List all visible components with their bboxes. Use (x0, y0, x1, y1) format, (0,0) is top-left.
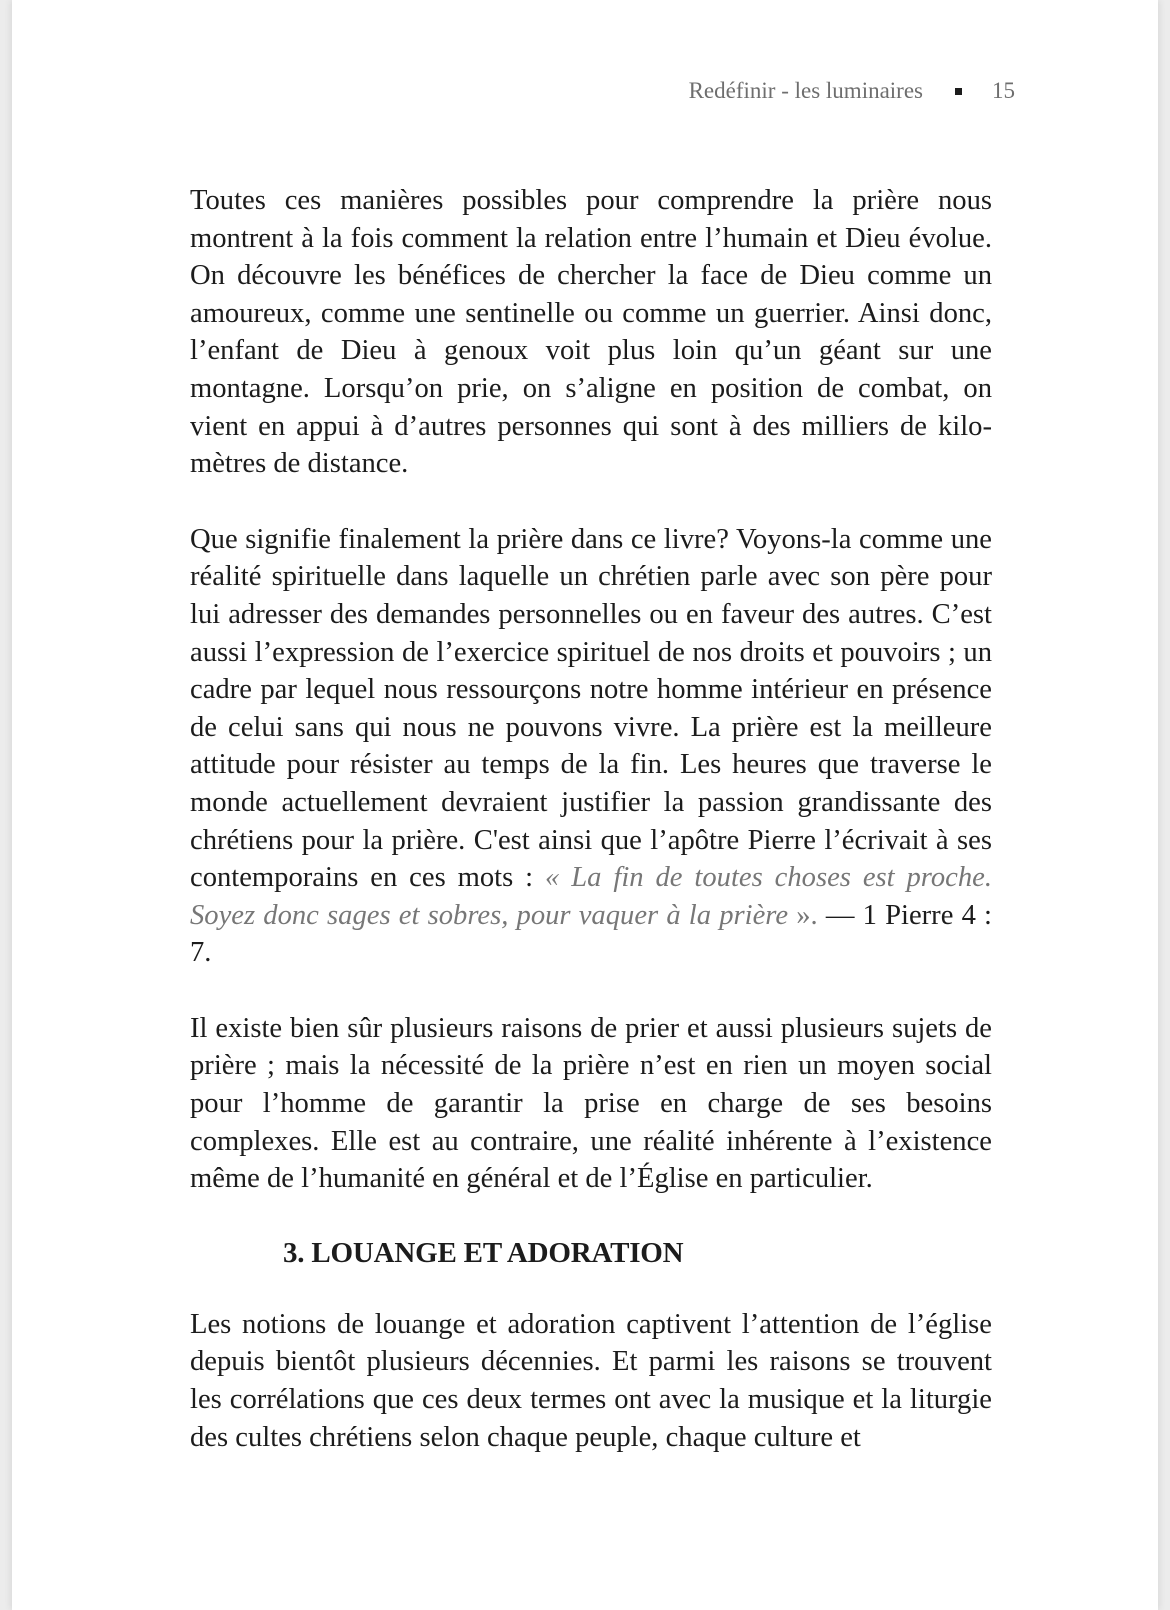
paragraph-4: Les notions de louange et adoration captivent l’attention de l’église depuis bientôt plusieurs décennies. Et parmi les raisons se trouvent les corrélations que ces deux termes ont avec la musique et la liturgie des cultes chrétiens selon chaque peuple, chaque culture et (190, 1308, 992, 1453)
paragraph-2 (190, 521, 992, 972)
paragraph-3: Il existe bien sûr plusieurs raisons de prier et aussi plusieurs sujets de prière ; mais la nécessité de la prière n’est en rien un moyen social pour l’homme de garantir la prise en charge de ses besoins complexes. Elle est au contraire, une réalité inhérente à l’existence même de l’humanité en général et de l’Église en particulier. (190, 1012, 992, 1195)
bible-quote-close: ». (788, 899, 818, 931)
bible-quote: « La fin de toutes choses est proche. Soyez donc sages et sobres, pour vaquer à la prière (190, 862, 992, 931)
square-bullet-icon (955, 88, 962, 95)
paragraph-1: Toutes ces manières possibles pour comprendre la prière nous montrent à la fois comment la relation entre l’humain et Dieu évolue. On découvre les bénéfices de chercher la face de Dieu comme un amoureux, comme une sentinelle ou comme un guerrier. Ainsi donc, l’enfant de Dieu à genoux voit plus loin qu’un géant sur une montagne. Lorsqu’on prie, on s’aligne en position de combat, on vient en appui à d’autres personnes qui sont à des milliers de kilomètres de distance. (190, 185, 992, 480)
paragraph-2-text: Que signifie finalement la prière dans ce livre? Voyons-la comme une réalité spirituelle dans laquelle un chrétien parle avec son père pour lui adresser des demandes personnelles ou en faveur des autres. C’est aussi l’expression de l’exercice spirituel de nos droits et pouvoirs ; un cadre par lequel nous ressourçons notre homme intérieur en présence de celui sans qui nous ne pouvons vivre. La prière est la meilleure attitude pour résister au temps de la fin. Les heures que traverse le monde actuellement devraient justifier la passion grandissante des chrétiens pour la prière. C'est ainsi que l’apôtre Pierre l’écrivait à ses contemporains en ces mots : (190, 523, 992, 894)
bible-reference: — 1 Pierre 4 : 7. (190, 899, 993, 969)
running-header (689, 78, 1015, 104)
page-body (190, 182, 992, 1456)
section-heading: 3. LOUANGE ET ADORATION (283, 1236, 684, 1269)
running-title: Redéfinir - les luminaires (688, 78, 923, 103)
book-page (12, 0, 1158, 1610)
page-number: 15 (992, 78, 1015, 103)
